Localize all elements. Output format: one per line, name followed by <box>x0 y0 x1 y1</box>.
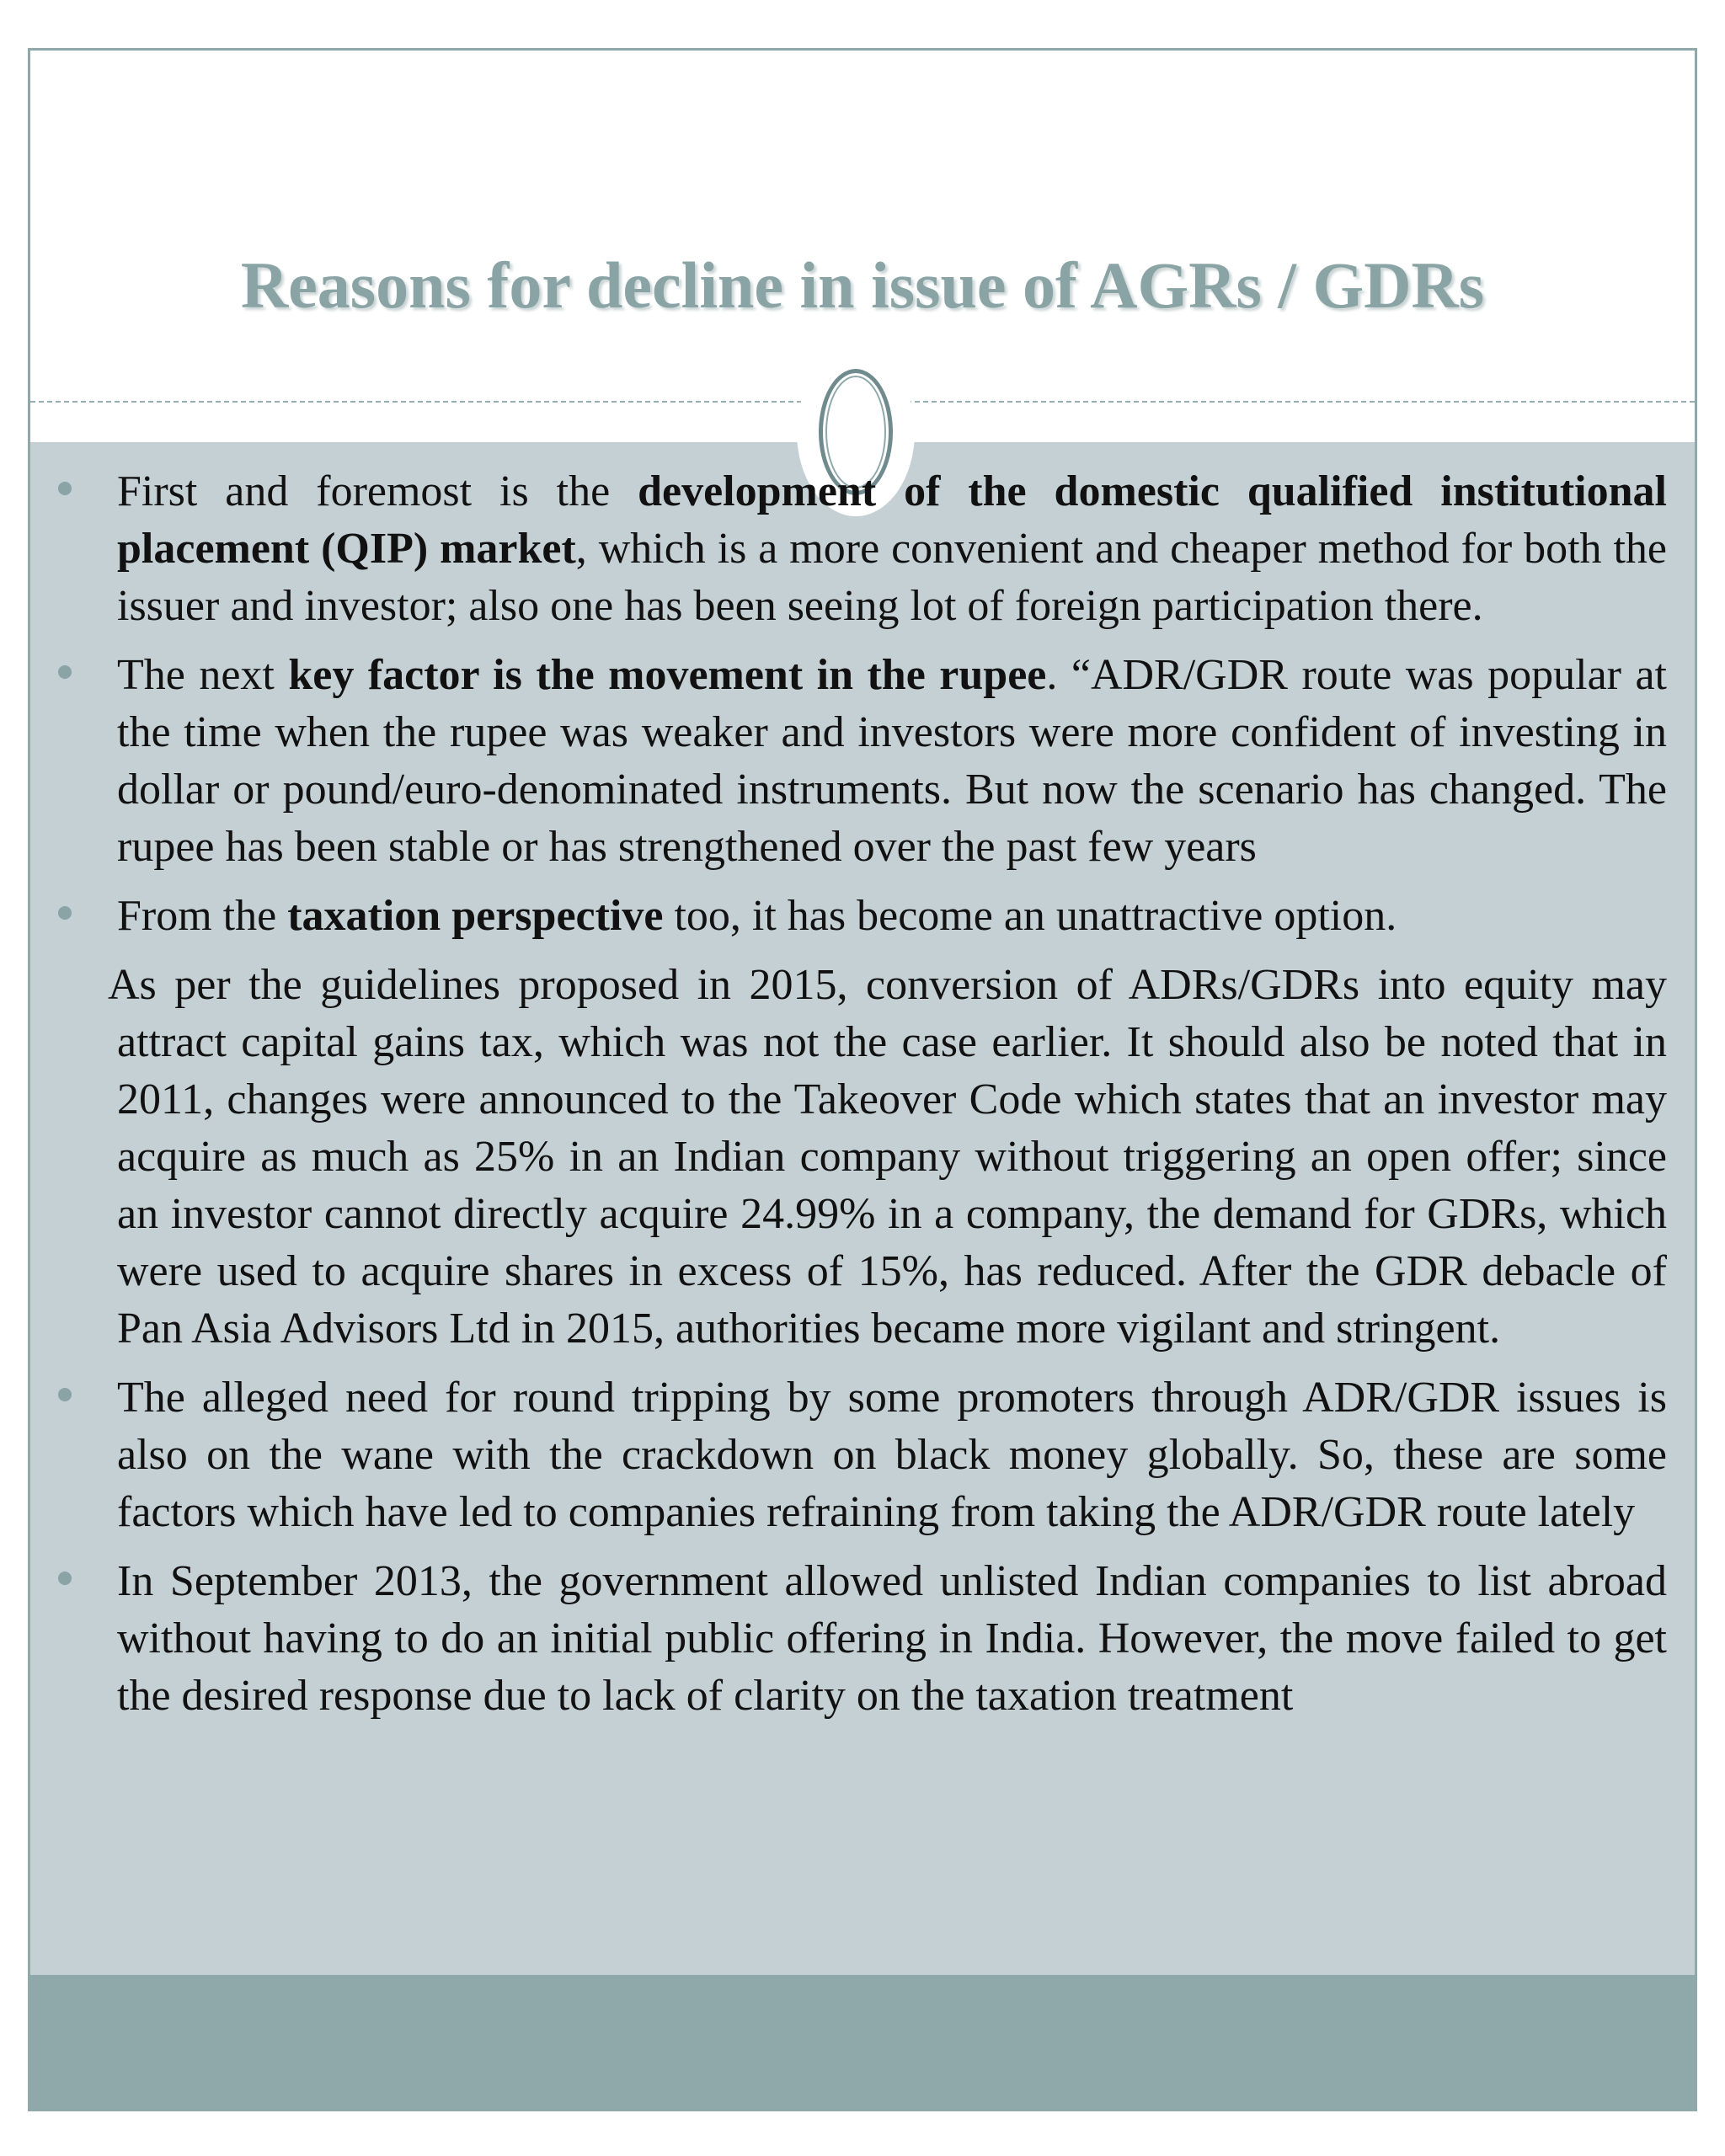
bullet-emphasis: development of the domestic qualified institutional placement (QIP) market <box>117 467 1667 573</box>
bullet-icon <box>58 1572 72 1585</box>
continuation-paragraph: As per the guidelines proposed in 2015, conversion of ADRs/GDRs into equity may attract capital gains tax, which was not the case earlier. It should also be noted that in 2011, changes were announced to the Takeover Code which states that an investor may acquire as much as 25% in an Indian company without triggering an open offer; since an investor cannot directly acquire 24.99% in a company, the demand for GDRs, which were used to acquire shares in excess of 15%, has reduced. After the GDR debacle of Pan Asia Advisors Ltd in 2015, authorities became more vigilant and stringent. <box>108 961 1667 1353</box>
bullet-text: The alleged need for round tripping by some promoters through ADR/GDR issues is also on the wane with the crackdown on black money globally. So, these are some factors which have led to companies refraining from taking the ADR/GDR route lately <box>117 1374 1667 1536</box>
bullet-text: From the <box>117 892 288 940</box>
slide-title: Reasons for decline in issue of AGRs / GDRs <box>240 248 1485 322</box>
bullet-item <box>30 1553 1695 1725</box>
bullet-icon <box>58 1388 72 1401</box>
bullet-item <box>30 1369 1695 1541</box>
bullet-text: In September 2013, the government allowed unlisted Indian companies to list abroad without having to do an initial public offering in India. However, the move failed to get the desired response due to lack of clarity on the taxation treatment <box>117 1557 1667 1720</box>
bullet-icon <box>58 665 72 679</box>
bullet-icon <box>58 906 72 920</box>
bullet-text: , which is a more convenient and cheaper method for both the issuer and investor; also one has been seeing lot of foreign participation there. <box>117 525 1668 630</box>
bullet-item <box>30 463 1695 635</box>
bullet-emphasis: taxation perspective <box>287 892 664 940</box>
slide <box>28 48 1697 2111</box>
bullet-item <box>30 888 1695 945</box>
bullet-item <box>30 647 1695 876</box>
bullet-icon <box>58 482 72 495</box>
bullet-text: . “ADR/GDR route was popular at the time when the rupee was weaker and investors were more confident of investing in dollar or pound/euro-denominated instruments. But now the scenario has changed. The rupee has been stable or has strengthened over the past few years <box>117 651 1667 871</box>
bullet-text: First and foremost is the <box>117 467 638 515</box>
bullet-text: too, it has become an unattractive option. <box>663 892 1397 940</box>
bullet-text: The next <box>117 651 289 699</box>
slide-content <box>30 463 1695 1725</box>
bullet-emphasis: key factor is the movement in the rupee <box>288 651 1047 699</box>
footer-band <box>30 1975 1695 2111</box>
